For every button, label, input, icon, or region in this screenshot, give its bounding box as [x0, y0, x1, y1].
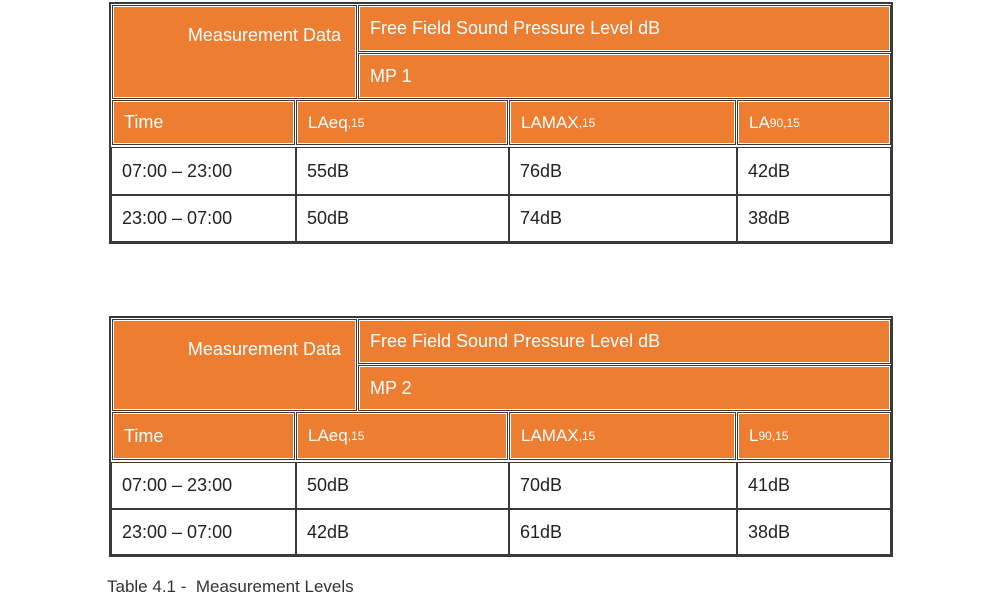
row1-lamax: 76dB [509, 147, 737, 195]
header-time: Time [113, 413, 294, 459]
row1-time: 07:00 – 23:00 [111, 462, 296, 509]
row2-time: 23:00 – 07:00 [111, 509, 296, 555]
measurement-point: MP 2 [359, 366, 890, 410]
sound-pressure-title: Free Field Sound Pressure Level dB [359, 6, 890, 51]
row2-laeq: 50dB [296, 195, 509, 242]
row2-laeq: 42dB [296, 509, 509, 555]
header-time: Time [113, 101, 294, 144]
header-laeq: LAeq ,15 [297, 101, 507, 144]
sound-pressure-title: Free Field Sound Pressure Level dB [359, 320, 890, 363]
header-lamax: LAMAX ,15 [510, 413, 735, 459]
row2-l90: 38dB [737, 509, 891, 555]
row2-lamax: 61dB [509, 509, 737, 555]
measurement-table-mp1 [109, 2, 893, 244]
header-laeq: LAeq ,15 [297, 413, 507, 459]
measurement-point: MP 1 [359, 54, 890, 98]
header-l90: L 90,15 [738, 413, 890, 459]
row2-lamax: 74dB [509, 195, 737, 242]
row2-time: 23:00 – 07:00 [111, 195, 296, 242]
row1-lamax: 70dB [509, 462, 737, 509]
row1-l90: 41dB [737, 462, 891, 509]
row1-l90: 42dB [737, 147, 891, 195]
row1-laeq: 50dB [296, 462, 509, 509]
table-caption: Table 4.1 - Measurement Levels [107, 577, 354, 596]
header-l90: LA 90,15 [738, 101, 890, 144]
header-lamax: LAMAX ,15 [510, 101, 735, 144]
row2-l90: 38dB [737, 195, 891, 242]
row1-laeq: 55dB [296, 147, 509, 195]
measurement-data-label: Measurement Data [113, 320, 356, 410]
row1-time: 07:00 – 23:00 [111, 147, 296, 195]
measurement-table-mp2 [109, 316, 893, 557]
measurement-data-label: Measurement Data [113, 6, 356, 98]
